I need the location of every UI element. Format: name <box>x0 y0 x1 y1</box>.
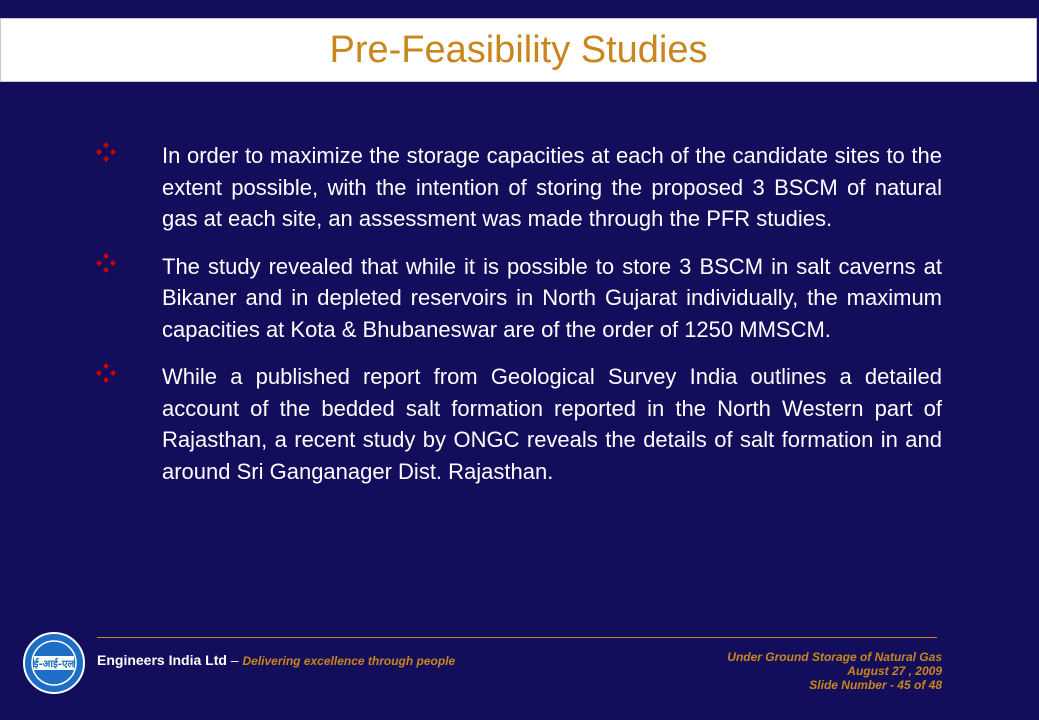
bullet-list <box>92 140 942 503</box>
bullet-item <box>92 140 942 235</box>
logo-text: ई-आई-एल <box>33 659 75 670</box>
diamond-bullet-icon <box>94 140 118 164</box>
diamond-bullet-icon <box>94 361 118 385</box>
title-bar <box>0 18 1037 82</box>
bullet-text: In order to maximize the storage capacities at each of the candidate sites to the extent possible, with the intention of storing the proposed 3 BSCM of natural gas at each site, an assessment was made through the PFR studies. <box>162 143 942 231</box>
footer-slide-info <box>727 650 942 692</box>
bullet-item <box>92 251 942 346</box>
slide-title: Pre-Feasibility Studies <box>329 28 708 71</box>
footer-separator: – <box>226 652 243 668</box>
footer-company <box>97 652 455 668</box>
bullet-item <box>92 361 942 487</box>
footer-divider <box>97 637 937 638</box>
company-name: Engineers India Ltd <box>97 652 227 668</box>
slide-number: Slide Number - 45 of 48 <box>809 678 942 692</box>
bullet-text: The study revealed that while it is possible to store 3 BSCM in salt caverns at Bikaner and in depleted reservoirs in North Gujarat individually, the maximum capacities at Kota & Bhubaneswar are of the order of 1250 MMSCM. <box>162 253 942 342</box>
company-tagline: Delivering excellence through people <box>242 654 456 668</box>
presentation-title: Under Ground Storage of Natural Gas <box>727 650 942 664</box>
presentation-date: August 27 , 2009 <box>847 664 942 678</box>
eil-logo-icon <box>22 631 86 695</box>
diamond-bullet-icon <box>94 251 118 275</box>
bullet-text: While a published report from Geological Survey India outlines a detailed account of the bedded salt formation reported in the North Western part of Rajasthan, a recent study by ONGC reveals the details of salt formation in and around Sri Ganganager Dist. Rajasthan. <box>162 364 942 484</box>
